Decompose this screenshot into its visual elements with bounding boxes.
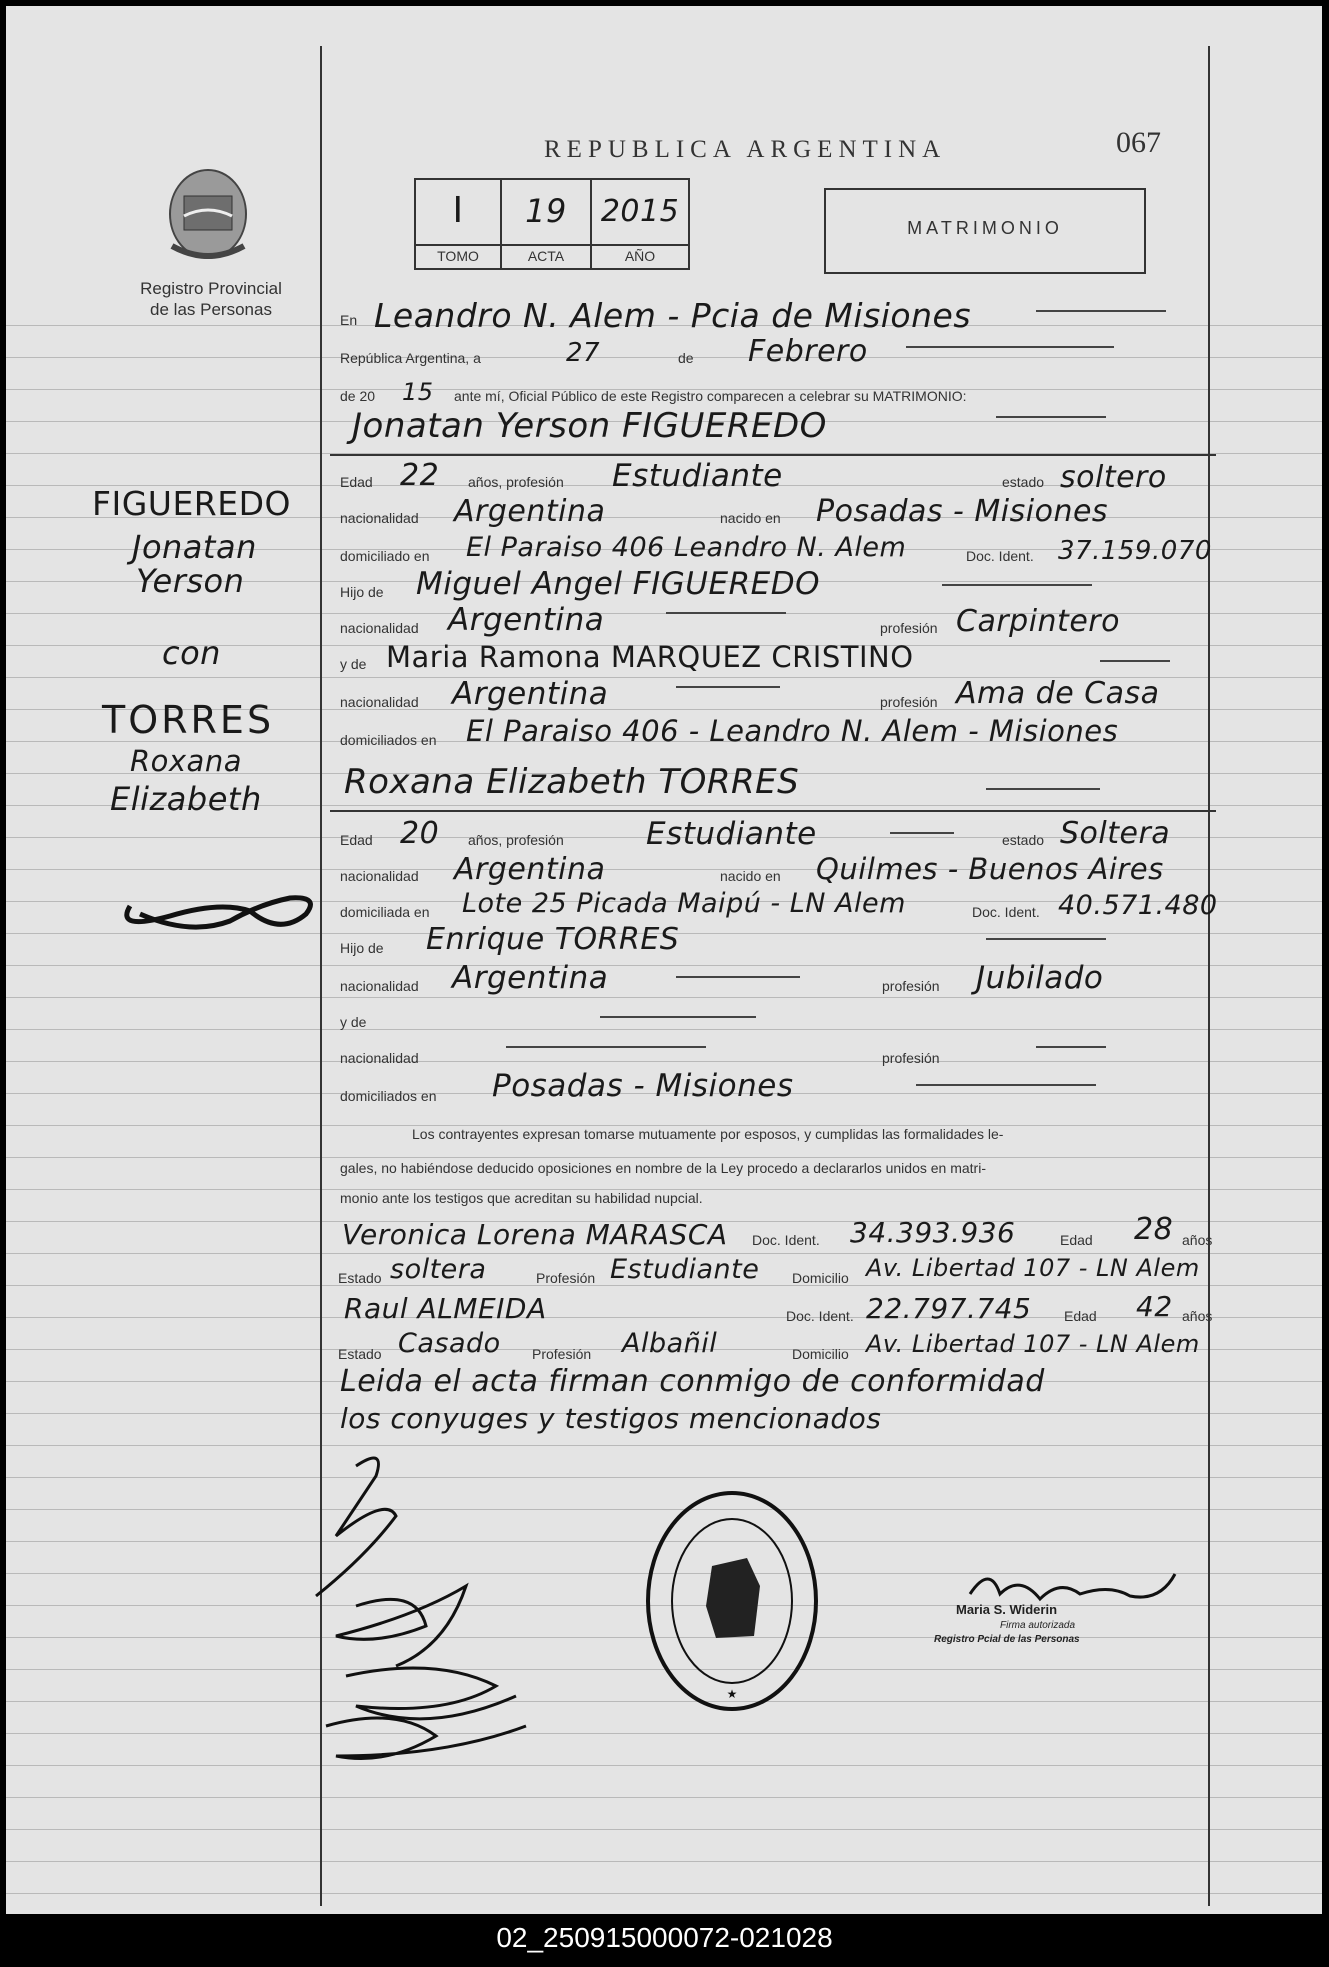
margin-surname2: TORRES <box>102 698 275 742</box>
file-id: 02_250915000072-021028 <box>496 1922 833 1953</box>
s2-doc-label: Doc. Ident. <box>972 904 1040 920</box>
s2-padres-dom: Posadas - Misiones <box>492 1068 794 1104</box>
w1-domicilio: Av. Libertad 107 - LN Alem <box>866 1254 1200 1282</box>
s1-dom-label: domiciliado en <box>340 548 430 564</box>
coat-of-arms-icon <box>162 166 254 264</box>
s2-padre: Enrique TORRES <box>426 922 680 957</box>
s2-nacionalidad: Argentina <box>454 852 606 887</box>
s1-padre-prof: Carpintero <box>956 604 1120 639</box>
fill-dash <box>676 976 800 978</box>
w2-edad-label: Edad <box>1064 1308 1097 1324</box>
en-label: En <box>340 312 358 328</box>
w1-edad: 28 <box>1134 1212 1174 1247</box>
w1-doc: 34.393.936 <box>850 1216 1016 1249</box>
s1-nacido-label: nacido en <box>720 510 781 526</box>
spouse-signatures-icon <box>296 1436 586 1786</box>
section-rule <box>330 454 1216 456</box>
intro-day: 27 <box>566 338 601 368</box>
w2-estado-label: Estado <box>338 1346 382 1362</box>
s1-madre-prof: Ama de Casa <box>956 676 1160 711</box>
w2-prof-label: Profesión <box>532 1346 592 1362</box>
acta-value: 19 <box>525 192 567 230</box>
s1-estado-label: estado <box>1002 474 1045 490</box>
doc-type-box <box>824 188 1146 274</box>
registry-line2: de las Personas <box>150 300 272 319</box>
tomo-label: TOMO <box>437 248 479 264</box>
w1-prof-label: Profesión <box>536 1270 596 1286</box>
margin-con: con <box>162 634 221 672</box>
svg-text:★: ★ <box>726 1687 738 1701</box>
s1-edad-label: Edad <box>340 474 373 490</box>
w2-estado: Casado <box>398 1328 501 1359</box>
margin-name2a: Roxana <box>130 744 242 778</box>
s1-padre-prof-label: profesión <box>880 620 938 636</box>
intro-text: ante mí, Oficial Público de este Registro comparecen a celebrar su MATRIMONIO: <box>454 388 967 404</box>
margin-flourish-icon <box>110 876 320 946</box>
doc-type: MATRIMONIO <box>907 218 1063 238</box>
s2-padre-prof-label: profesión <box>882 978 940 994</box>
margin-name1b: Yerson <box>136 562 245 600</box>
s2-madre-nac-label: nacionalidad <box>340 1050 419 1066</box>
right-border <box>1208 46 1210 1906</box>
s1-prof-label: años, profesión <box>468 474 564 490</box>
s2-padre-nac: Argentina <box>452 960 609 996</box>
legal-line1: Los contrayentes expresan tomarse mutuamente por esposos, y cumplidas las formalidades le- <box>412 1126 1004 1142</box>
sheet-number: 067 <box>1116 126 1161 159</box>
closing-line2: los conyuges y testigos mencionados <box>340 1402 882 1435</box>
legal-line3: monio ante los testigos que acreditan su habilidad nupcial. <box>340 1190 703 1206</box>
s1-doc-label: Doc. Ident. <box>966 548 1034 564</box>
s2-profesion: Estudiante <box>646 816 817 852</box>
official-name: Maria S. Widerin <box>956 1602 1058 1617</box>
fill-dash <box>890 832 954 834</box>
year-prefix: de 20 <box>340 388 376 404</box>
official-title: Firma autorizada <box>1000 1620 1076 1631</box>
intro-month: Febrero <box>748 334 868 369</box>
official-office: Registro Pcial de las Personas <box>934 1634 1080 1645</box>
s1-madre-prof-label: profesión <box>880 694 938 710</box>
spouse2-name: Roxana Elizabeth TORRES <box>344 762 800 802</box>
s2-estado: Soltera <box>1060 816 1171 851</box>
s2-nacido-label: nacido en <box>720 868 781 884</box>
s2-dom-label: domiciliada en <box>340 904 430 920</box>
fill-dash <box>1036 310 1166 312</box>
w1-anos-label: años <box>1182 1232 1213 1248</box>
de-label: de <box>678 350 694 366</box>
s1-nac-label: nacionalidad <box>340 510 419 526</box>
s2-padre-nac-label: nacionalidad <box>340 978 419 994</box>
s1-hijo-label: Hijo de <box>340 584 384 600</box>
s2-nacido: Quilmes - Buenos Aires <box>816 852 1164 886</box>
fill-dash <box>676 686 780 688</box>
w1-profesion: Estudiante <box>610 1254 760 1285</box>
s1-madre: Maria Ramona MARQUEZ CRISTINO <box>386 640 914 674</box>
legal-line2: gales, no habiéndose deducido oposiciones en nombre de la Ley procedo a declararlos unidos en matri- <box>340 1160 986 1176</box>
w1-name: Veronica Lorena MARASCA <box>342 1218 728 1251</box>
w1-dom-label: Domicilio <box>792 1270 849 1286</box>
s2-edad-label: Edad <box>340 832 373 848</box>
s2-hijo-label: Hijo de <box>340 940 384 956</box>
s1-yde-label: y de <box>340 656 367 672</box>
w1-doc-label: Doc. Ident. <box>752 1232 820 1248</box>
country-title: REPUBLICA ARGENTINA <box>544 136 947 163</box>
w1-estado: soltera <box>390 1254 487 1285</box>
s1-padres-dom: El Paraiso 406 - Leandro N. Alem - Misiones <box>466 714 1119 748</box>
w2-doc: 22.797.745 <box>866 1292 1032 1325</box>
s2-estado-label: estado <box>1002 832 1045 848</box>
w2-dom-label: Domicilio <box>792 1346 849 1362</box>
s2-yde-label: y de <box>340 1014 367 1030</box>
intro-place: Leandro N. Alem - Pcia de Misiones <box>374 296 972 335</box>
fill-dash <box>506 1046 706 1048</box>
s2-madre-prof-label: profesión <box>882 1050 940 1066</box>
s2-doms-label: domiciliados en <box>340 1088 437 1104</box>
s1-padre-nac-label: nacionalidad <box>340 620 419 636</box>
margin-surname1: FIGUEREDO <box>92 484 291 523</box>
official-seal-icon <box>642 1486 822 1716</box>
fill-dash <box>916 1084 1096 1086</box>
registry-label <box>106 278 316 320</box>
certificate-page <box>6 6 1322 1914</box>
s1-profesion: Estudiante <box>612 458 783 494</box>
s2-padre-prof: Jubilado <box>976 960 1104 996</box>
s1-padre-nac: Argentina <box>448 602 605 638</box>
margin-name1a: Jonatan <box>132 528 257 566</box>
s1-doms-label: domiciliados en <box>340 732 437 748</box>
fill-dash <box>906 346 1114 348</box>
s1-domicilio: El Paraiso 406 Leandro N. Alem <box>466 532 907 563</box>
w1-edad-label: Edad <box>1060 1232 1093 1248</box>
spouse1-name: Jonatan Yerson FIGUEREDO <box>352 406 827 446</box>
fill-dash <box>942 584 1092 586</box>
s1-doc: 37.159.070 <box>1058 536 1212 566</box>
fill-dash <box>1100 660 1170 662</box>
s2-edad: 20 <box>400 816 440 851</box>
acta-label: ACTA <box>527 248 565 264</box>
fill-dash <box>1036 1046 1106 1048</box>
anio-label: AÑO <box>624 248 656 264</box>
s1-madre-nac-label: nacionalidad <box>340 694 419 710</box>
s1-edad: 22 <box>400 458 440 493</box>
anio-value: 2015 <box>600 194 680 229</box>
record-grid <box>414 178 690 270</box>
s2-prof-label: años, profesión <box>468 832 564 848</box>
fill-dash <box>986 788 1100 790</box>
w2-edad: 42 <box>1136 1290 1173 1323</box>
fill-dash <box>666 612 786 614</box>
fill-dash <box>986 938 1106 940</box>
s1-nacionalidad: Argentina <box>454 494 606 529</box>
s2-nac-label: nacionalidad <box>340 868 419 884</box>
s1-nacido: Posadas - Misiones <box>816 494 1109 529</box>
rep-label: República Argentina, a <box>340 350 481 366</box>
fill-dash <box>996 416 1106 418</box>
year-suffix: 15 <box>402 378 434 406</box>
fill-dash <box>600 1016 756 1018</box>
closing-line1: Leida el acta firman conmigo de conformidad <box>340 1364 1045 1399</box>
w2-anos-label: años <box>1182 1308 1213 1324</box>
section-rule <box>330 810 1216 812</box>
s1-padre: Miguel Angel FIGUEREDO <box>416 566 820 602</box>
registry-line1: Registro Provincial <box>140 279 282 298</box>
w2-doc-label: Doc. Ident. <box>786 1308 854 1324</box>
w2-name: Raul ALMEIDA <box>344 1292 547 1325</box>
w2-domicilio: Av. Libertad 107 - LN Alem <box>866 1330 1200 1358</box>
s2-domicilio: Lote 25 Picada Maipú - LN Alem <box>462 888 906 919</box>
w2-profesion: Albañil <box>622 1328 718 1359</box>
w1-estado-label: Estado <box>338 1270 382 1286</box>
margin-name2b: Elizabeth <box>110 780 262 818</box>
s2-doc: 40.571.480 <box>1058 890 1218 921</box>
s1-madre-nac: Argentina <box>452 676 609 712</box>
tomo-value: I <box>452 190 464 231</box>
s1-estado: soltero <box>1060 460 1167 495</box>
